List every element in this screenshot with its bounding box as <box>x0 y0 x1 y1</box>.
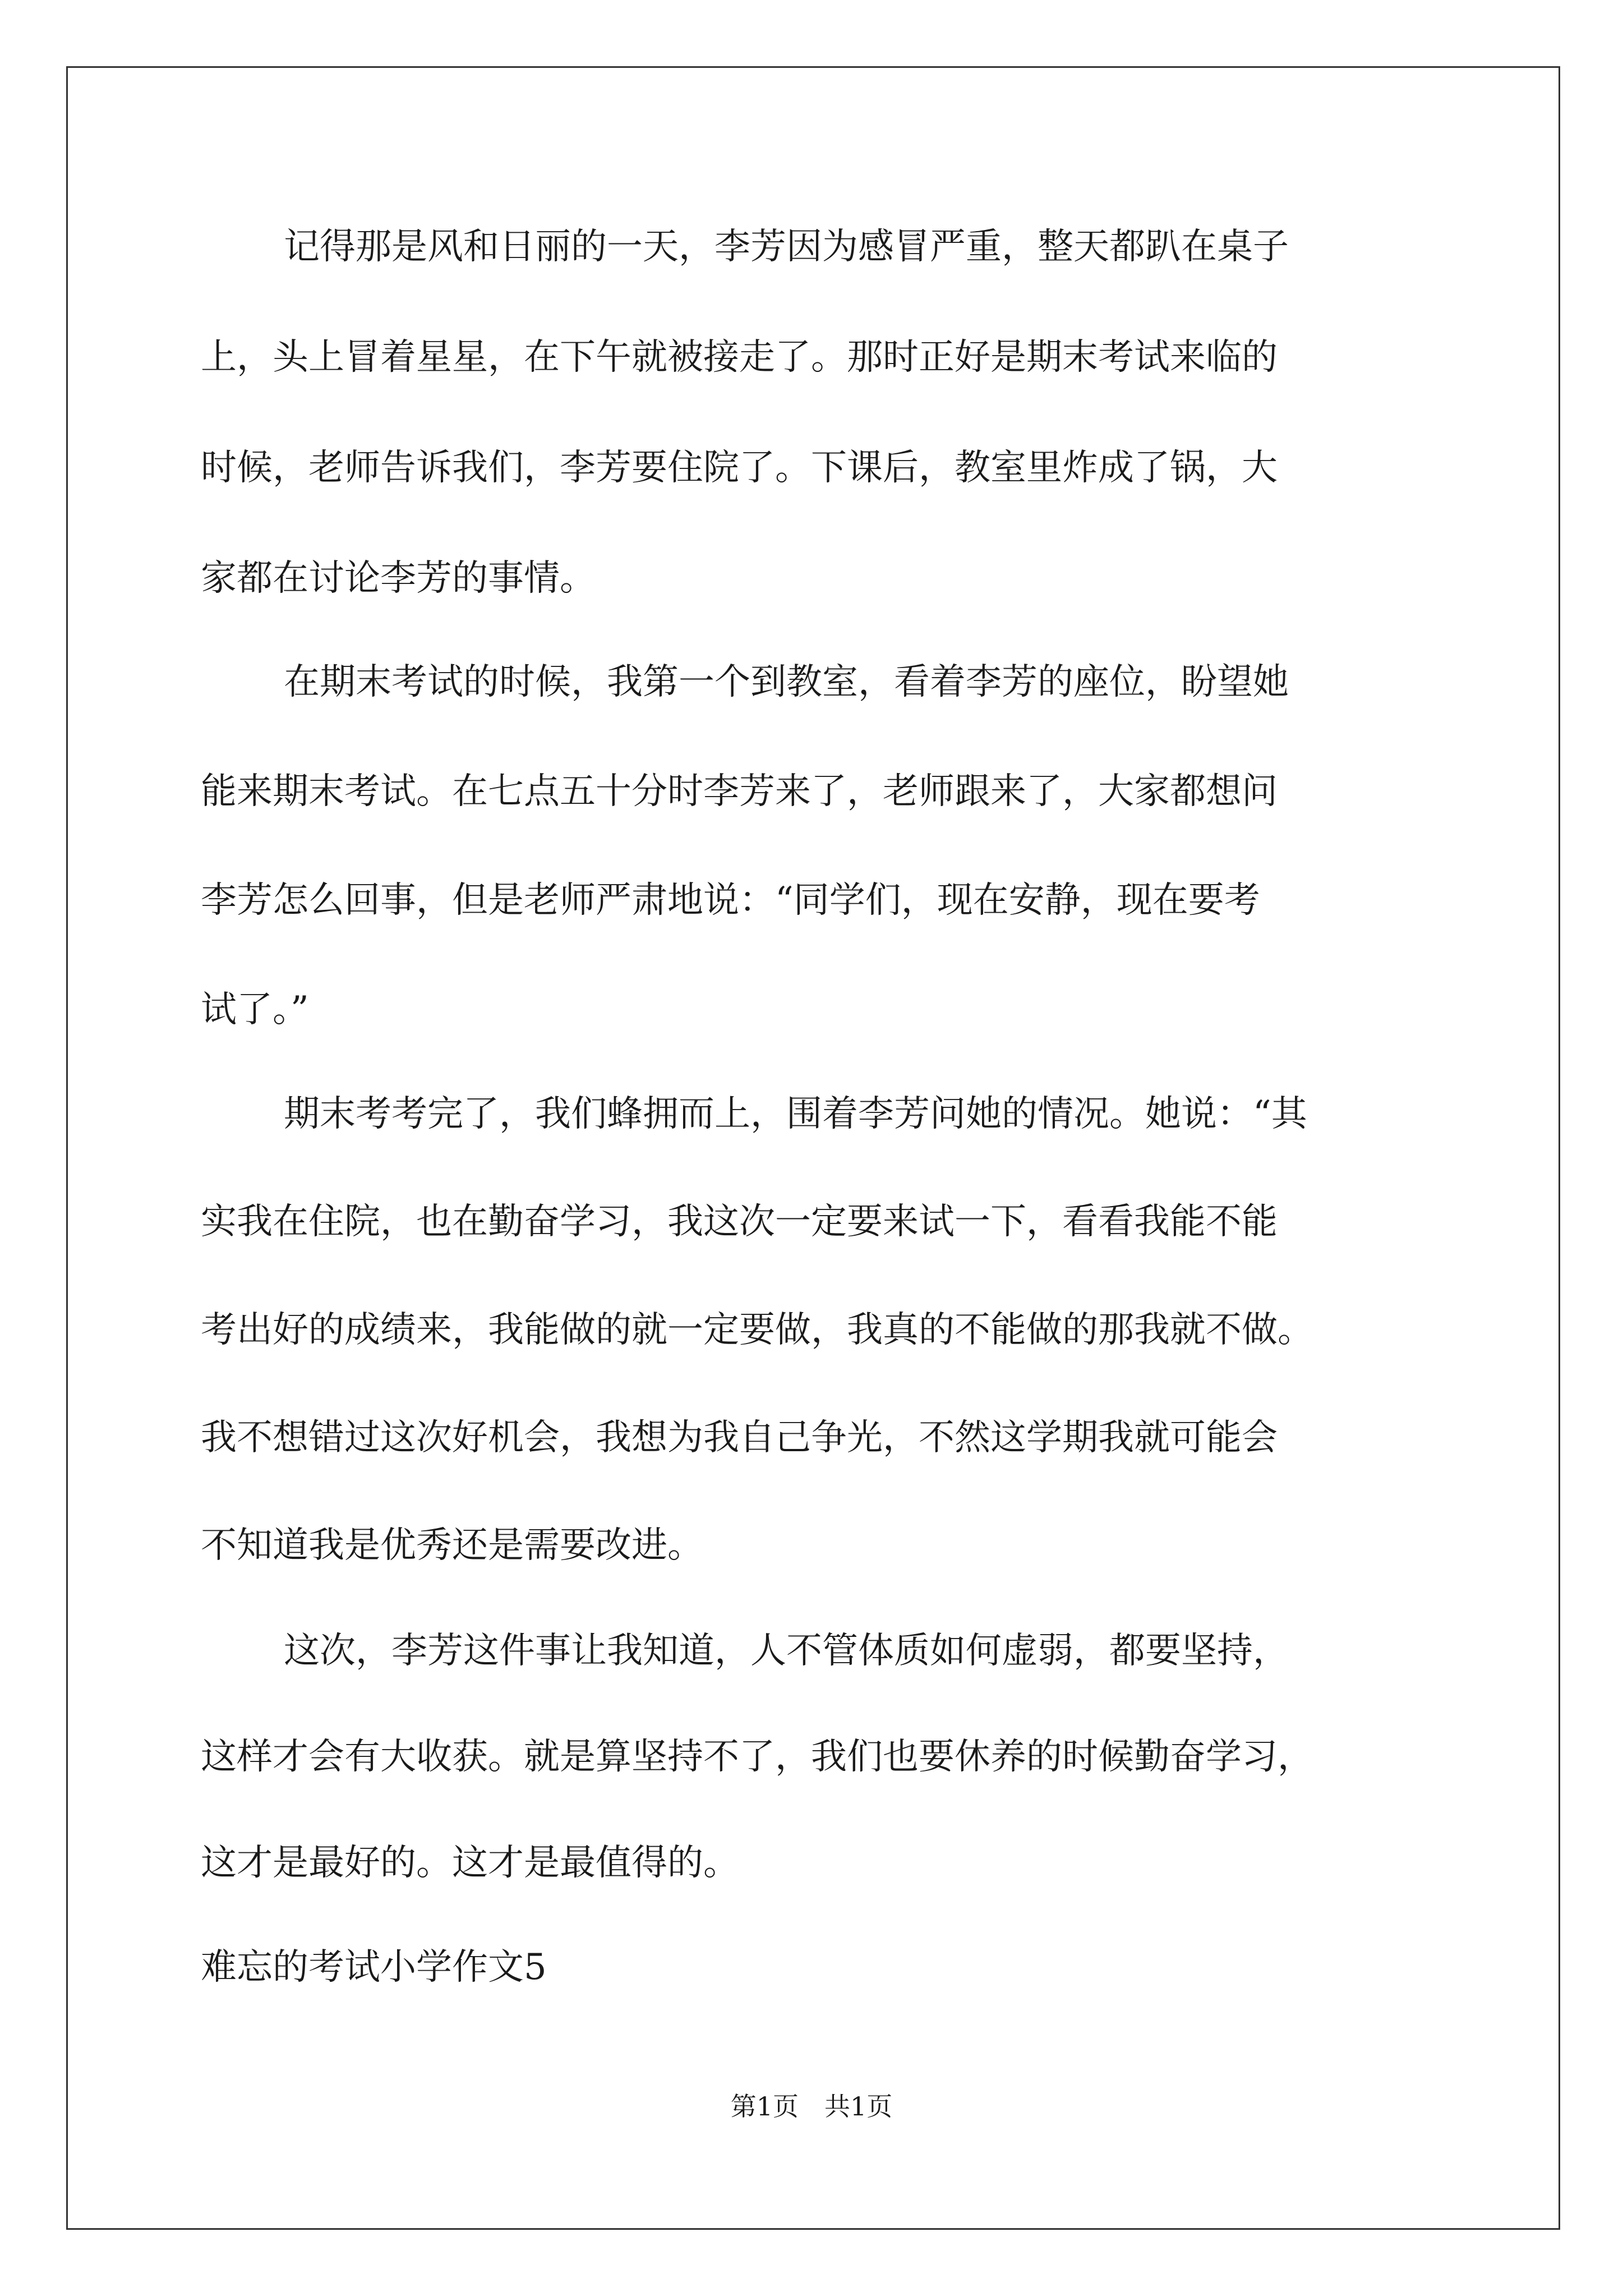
page-border <box>66 66 1560 2230</box>
paragraph-3-line-2: 实我在住院，也在勤奋学习，我这次一定要来试一下，看看我能不能 <box>201 1201 1278 1243</box>
paragraph-3-line-5: 不知道我是优秀还是需要改进。 <box>201 1525 703 1566</box>
page-number-footer: 第1页 共1页 <box>730 2091 893 2122</box>
paragraph-1-line-3: 时候，老师告诉我们，李芳要住院了。下课后，教室里炸成了锅，大 <box>201 447 1278 489</box>
section-heading: 难忘的考试小学作文5 <box>201 1947 547 1988</box>
paragraph-4-line-1: 这次，李芳这件事让我知道，人不管体质如何虚弱，都要坚持， <box>284 1630 1289 1672</box>
paragraph-2-line-4: 试了。” <box>201 989 309 1030</box>
paragraph-2-line-3: 李芳怎么回事，但是老师严肃地说：“同学们，现在安静，现在要考 <box>201 880 1260 921</box>
paragraph-2-line-2: 能来期末考试。在七点五十分时李芳来了，老师跟来了，大家都想问 <box>201 771 1278 812</box>
paragraph-1-line-1: 记得那是风和日丽的一天，李芳因为感冒严重，整天都趴在桌子 <box>284 226 1289 268</box>
paragraph-1-line-2: 上，头上冒着星星，在下午就被接走了。那时正好是期末考试来临的 <box>201 337 1278 378</box>
paragraph-4-line-2: 这样才会有大收获。就是算坚持不了，我们也要休养的时候勤奋学习， <box>201 1736 1313 1778</box>
paragraph-3-line-4: 我不想错过这次好机会，我想为我自己争光，不然这学期我就可能会 <box>201 1417 1278 1458</box>
paragraph-1-line-4: 家都在讨论李芳的事情。 <box>201 558 596 599</box>
paragraph-3-line-3: 考出好的成绩来，我能做的就一定要做，我真的不能做的那我就不做。 <box>201 1309 1313 1351</box>
paragraph-3-line-1: 期末考考完了，我们蜂拥而上，围着李芳问她的情况。她说：“其 <box>284 1093 1307 1135</box>
paragraph-4-line-3: 这才是最好的。这才是最值得的。 <box>201 1842 739 1884</box>
paragraph-2-line-1: 在期末考试的时候，我第一个到教室，看着李芳的座位，盼望她 <box>284 661 1289 703</box>
